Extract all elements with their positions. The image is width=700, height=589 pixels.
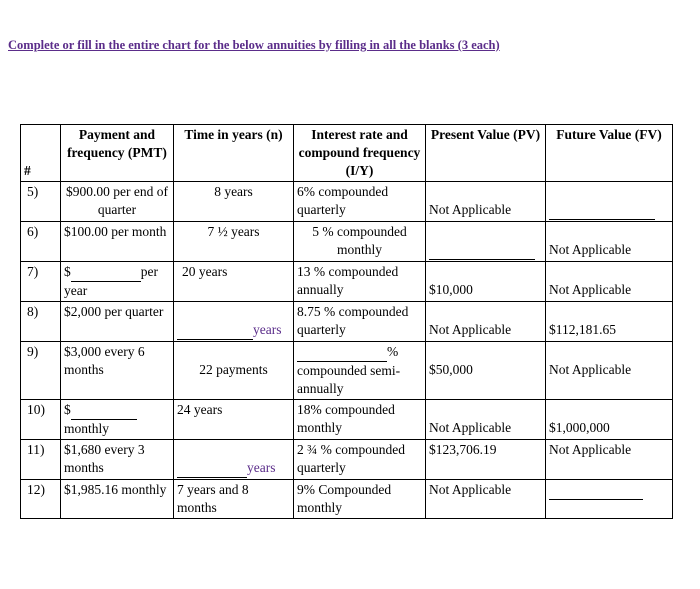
rate-cell: 6% compounded quarterly <box>294 182 426 222</box>
header-pmt: Payment and frequency (PMT) <box>61 125 174 182</box>
fv-cell: $1,000,000 <box>546 400 673 440</box>
pmt-cell <box>61 262 174 302</box>
rate-suffix: compounded semi-annually <box>297 363 401 396</box>
pv-cell: $10,000 <box>426 262 546 302</box>
time-suffix: years <box>253 322 282 337</box>
fill-blank[interactable] <box>297 343 387 362</box>
table-row-7 <box>21 262 673 302</box>
pmt-prefix: $ <box>64 264 71 279</box>
time-cell: 7 years and 8 months <box>174 480 294 519</box>
pmt-suffix: year <box>64 283 88 298</box>
time-cell: 20 years <box>174 262 294 302</box>
time-cell <box>174 440 294 480</box>
fill-blank[interactable] <box>71 263 141 282</box>
pv-cell: Not Applicable <box>426 400 546 440</box>
fill-blank[interactable] <box>177 459 247 478</box>
pmt-cell: $3,000 every 6 months <box>61 342 174 400</box>
fill-blank[interactable] <box>549 201 655 220</box>
pmt-cell: $1,985.16 monthly <box>61 480 174 519</box>
rate-cell: 5 % compounded monthly <box>294 222 426 262</box>
row-number: 11) <box>21 440 61 480</box>
table-row-12 <box>21 480 673 519</box>
time-cell: 8 years <box>174 182 294 222</box>
row-number: 10) <box>21 400 61 440</box>
time-cell: 22 payments <box>174 342 294 400</box>
pv-cell: Not Applicable <box>426 182 546 222</box>
annuity-chart <box>20 124 673 519</box>
pmt-cell: $1,680 every 3 months <box>61 440 174 480</box>
time-suffix: years <box>247 460 276 475</box>
header-row <box>21 125 673 182</box>
fill-blank[interactable] <box>71 401 137 420</box>
header-num: # <box>21 125 61 182</box>
row-number: 12) <box>21 480 61 519</box>
row-number: 5) <box>21 182 61 222</box>
fill-blank[interactable] <box>549 481 643 500</box>
table-row-8 <box>21 302 673 342</box>
row-number: 9) <box>21 342 61 400</box>
fv-blank-cell[interactable] <box>546 182 673 222</box>
fv-cell: Not Applicable <box>546 440 673 480</box>
rate-cell: 2 ¾ % compounded quarterly <box>294 440 426 480</box>
table-row-11 <box>21 440 673 480</box>
pmt-cell: $900.00 per end of quarter <box>61 182 174 222</box>
rate-cell: 18% compounded monthly <box>294 400 426 440</box>
pmt-mid: per <box>140 264 158 279</box>
pmt-cell: $2,000 per quarter <box>61 302 174 342</box>
fv-cell: Not Applicable <box>546 342 673 400</box>
time-cell: 7 ½ years <box>174 222 294 262</box>
header-rate: Interest rate and compound frequency (I/Y) <box>294 125 426 182</box>
table-row-10 <box>21 400 673 440</box>
row-number: 7) <box>21 262 61 302</box>
time-cell: 24 years <box>174 400 294 440</box>
pmt-cell: $100.00 per month <box>61 222 174 262</box>
row-number: 6) <box>21 222 61 262</box>
pmt-cell <box>61 400 174 440</box>
page-title: Complete or fill in the entire chart for the below annuities by filling in all the blanks (3 each) <box>8 38 500 52</box>
pv-blank-cell[interactable] <box>426 222 546 262</box>
fill-blank[interactable] <box>429 241 535 260</box>
pv-cell: Not Applicable <box>426 302 546 342</box>
pmt-prefix: $ <box>64 402 71 417</box>
pmt-suffix: monthly <box>64 421 110 436</box>
pv-cell: $123,706.19 <box>426 440 546 480</box>
fv-cell: Not Applicable <box>546 222 673 262</box>
time-cell <box>174 302 294 342</box>
row-number: 8) <box>21 302 61 342</box>
table-row-9 <box>21 342 673 400</box>
fv-cell: Not Applicable <box>546 262 673 302</box>
pv-cell: Not Applicable <box>426 480 546 519</box>
rate-cell <box>294 342 426 400</box>
rate-cell: 9% Compounded monthly <box>294 480 426 519</box>
fv-blank-cell[interactable] <box>546 480 673 519</box>
rate-cell: 8.75 % compounded quarterly <box>294 302 426 342</box>
rate-cell: 13 % compounded annually <box>294 262 426 302</box>
header-time: Time in years (n) <box>174 125 294 182</box>
table-row-6 <box>21 222 673 262</box>
pv-cell: $50,000 <box>426 342 546 400</box>
fill-blank[interactable] <box>177 321 253 340</box>
table-row-5 <box>21 182 673 222</box>
header-pv: Present Value (PV) <box>426 125 546 182</box>
fv-cell: $112,181.65 <box>546 302 673 342</box>
rate-symbol: % <box>387 344 399 359</box>
header-fv: Future Value (FV) <box>546 125 673 182</box>
